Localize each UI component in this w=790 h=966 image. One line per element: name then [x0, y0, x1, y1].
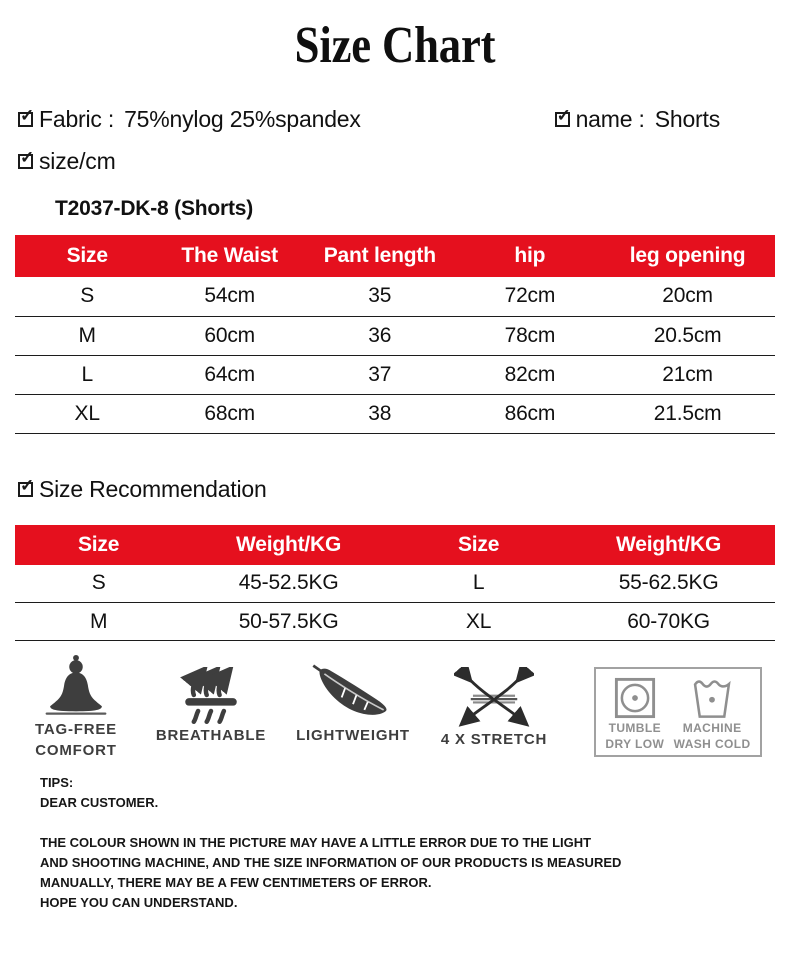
laundry-care-box	[594, 667, 762, 757]
feature-4x-stretch	[424, 667, 564, 750]
size-recommendation-section	[18, 476, 790, 503]
table-cell: 50-57.5KG	[182, 603, 395, 641]
feature-label: 4 X STRETCH	[440, 731, 548, 748]
tips-block	[40, 773, 790, 913]
checkbox-icon: ✓	[20, 106, 35, 125]
table-row	[15, 565, 775, 603]
column-header: Weight/KG	[562, 525, 775, 565]
table-cell: 37	[300, 355, 460, 394]
stretch-arrows-icon	[454, 667, 534, 729]
care-tumble-dry	[605, 676, 664, 752]
product-info-row	[18, 106, 720, 133]
care-label: MACHINE	[682, 721, 742, 735]
machine-wash-icon	[690, 676, 734, 720]
table-cell: 64cm	[159, 355, 300, 394]
care-label: WASH COLD	[673, 737, 751, 751]
model-name: T2037-DK-8 (Shorts)	[55, 197, 254, 220]
feather-icon	[311, 663, 395, 725]
fabric-value: 75%nylog 25%spandex	[124, 106, 361, 132]
name-label: name :	[575, 106, 645, 132]
name-value: Shorts	[654, 106, 720, 132]
column-header: Size	[15, 525, 182, 565]
care-label: DRY LOW	[605, 737, 665, 751]
table-cell: M	[15, 603, 182, 641]
page-title: Size Chart	[294, 17, 496, 74]
table-cell: 35	[300, 277, 460, 316]
feature-breathable	[140, 667, 282, 746]
table-row	[15, 316, 775, 355]
table-cell: XL	[395, 603, 562, 641]
feature-label: COMFORT	[35, 742, 117, 759]
tips-line: HOPE YOU CAN UNDERSTAND.	[40, 895, 238, 910]
tips-heading: TIPS:	[40, 775, 74, 790]
table-cell: S	[15, 565, 182, 603]
feature-icons-row	[12, 653, 778, 761]
recommendation-table-header-row	[15, 525, 775, 565]
feature-tag-free-comfort	[12, 653, 140, 761]
feature-label: LIGHTWEIGHT	[296, 727, 410, 744]
checkbox-icon: ✓	[20, 475, 35, 495]
fabric-label: Fabric :	[39, 106, 115, 132]
column-header: Size	[15, 235, 159, 277]
column-header: The Waist	[159, 235, 300, 277]
tips-line: MANUALLY, THERE MAY BE A FEW CENTIMETERS OF ERROR.	[40, 875, 432, 890]
breathable-icon	[176, 667, 246, 725]
care-machine-wash	[674, 676, 751, 752]
tips-customer: DEAR CUSTOMER.	[40, 795, 159, 810]
tumble-dry-icon	[613, 676, 657, 720]
size-unit-label: size/cm	[39, 148, 116, 174]
table-row	[15, 603, 775, 641]
table-cell: 45-52.5KG	[182, 565, 395, 603]
section-label: Size Recommendation	[39, 475, 267, 502]
checkbox-icon: ✓	[20, 148, 35, 167]
tips-line: AND SHOOTING MACHINE, AND THE SIZE INFORMATION OF OUR PRODUCTS IS MEASURED	[40, 855, 622, 870]
size-unit-row	[18, 148, 790, 175]
tips-line: THE COLOUR SHOWN IN THE PICTURE MAY HAVE A LITTLE ERROR DUE TO THE LIGHT	[40, 835, 592, 850]
table-cell: 60-70KG	[562, 603, 775, 641]
column-header: Weight/KG	[182, 525, 395, 565]
table-cell: 82cm	[460, 355, 601, 394]
care-label: TUMBLE	[608, 721, 662, 735]
table-cell: L	[395, 565, 562, 603]
table-cell: XL	[15, 394, 159, 433]
name-info	[555, 106, 720, 133]
column-header: leg opening	[600, 235, 775, 277]
table-cell: 72cm	[460, 277, 601, 316]
table-row	[15, 277, 775, 316]
table-cell: 54cm	[159, 277, 300, 316]
column-header: Size	[395, 525, 562, 565]
table-cell: 20cm	[600, 277, 775, 316]
table-cell: 86cm	[460, 394, 601, 433]
table-cell: L	[15, 355, 159, 394]
table-cell: 68cm	[159, 394, 300, 433]
table-cell: 21cm	[600, 355, 775, 394]
table-cell: 55-62.5KG	[562, 565, 775, 603]
meditation-icon	[40, 653, 112, 719]
column-header: hip	[460, 235, 601, 277]
table-cell: S	[15, 277, 159, 316]
table-cell: 38	[300, 394, 460, 433]
size-table	[15, 235, 775, 434]
table-cell: M	[15, 316, 159, 355]
table-cell: 21.5cm	[600, 394, 775, 433]
table-row	[15, 355, 775, 394]
table-cell: 20.5cm	[600, 316, 775, 355]
checkbox-icon: ✓	[556, 106, 571, 125]
table-cell: 36	[300, 316, 460, 355]
recommendation-table	[15, 525, 775, 642]
table-cell: 78cm	[460, 316, 601, 355]
feature-label: BREATHABLE	[155, 727, 267, 744]
feature-label: TAG-FREE	[35, 721, 117, 738]
feature-lightweight	[282, 663, 424, 746]
table-cell: 60cm	[159, 316, 300, 355]
table-row	[15, 394, 775, 433]
fabric-info	[18, 106, 361, 133]
column-header: Pant length	[300, 235, 460, 277]
size-table-header-row	[15, 235, 775, 277]
